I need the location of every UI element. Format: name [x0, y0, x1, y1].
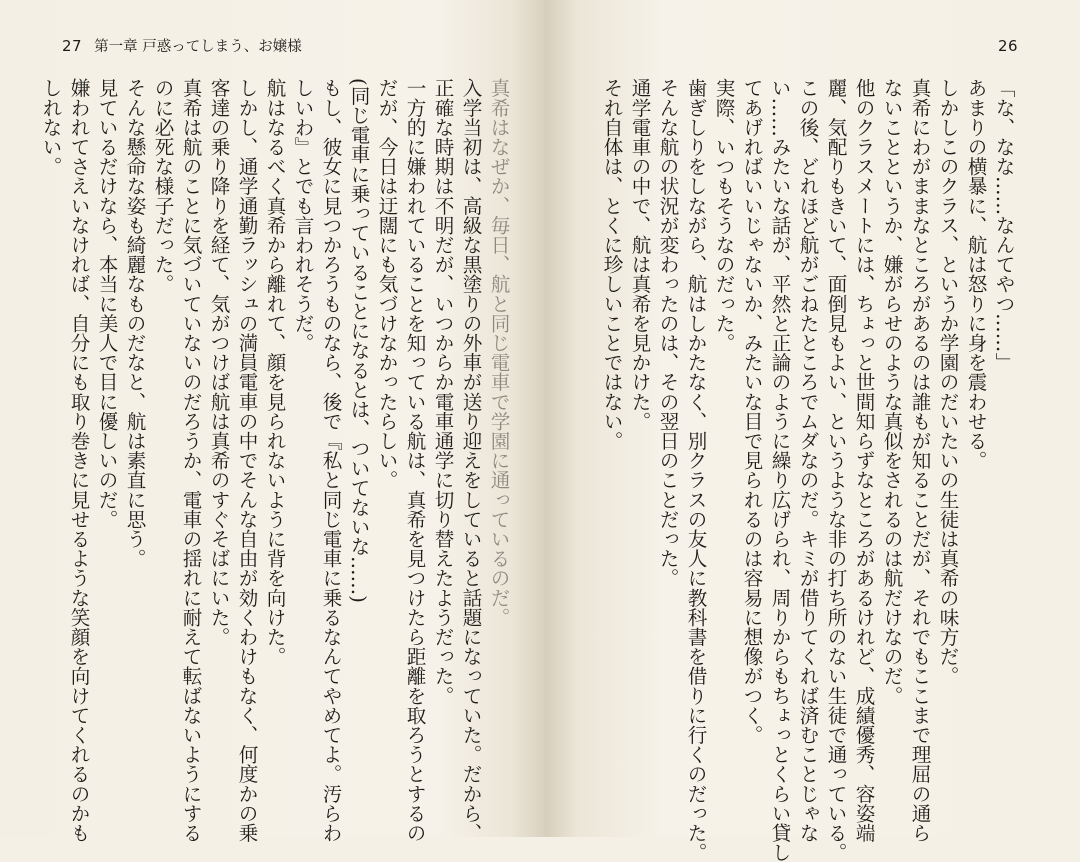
text-column: もし、彼女に見つかろうものなら、後で『私と同じ電車に乗るなんてやめてよ。汚らわ: [319, 78, 342, 843]
text-column: そんな航の状況が変わったのは、その翌日のことだった。: [656, 78, 679, 588]
left-page-number: 27: [62, 37, 83, 55]
right-page-number: 26: [998, 37, 1019, 55]
text-column: 入学当初は、高級な黒塗りの外車が送り迎えをしていると話題になっていた。だから、: [459, 78, 482, 843]
text-column: しかし、通学通勤ラッシュの満員電車の中でそんな自由が効くわけもなく、何度かの乗: [235, 78, 258, 843]
text-column: そんな懸命な姿も綺麗なものだなと、航は素直に思う。: [123, 78, 146, 568]
right-page-body: [600, 78, 1017, 862]
text-column: 麗、気配りもきいて、面倒見もよい、というような非の打ち所のない生徒で通っている。: [824, 78, 847, 862]
text-column: 通学電車の中で、航は真希を見かけた。: [628, 78, 651, 431]
text-column: ないことというか、嫌がらせのような真似をされるのは航だけなのだ。: [880, 78, 903, 706]
text-column: それ自体は、とくに珍しいことではない。: [600, 78, 623, 451]
text-column: しれない。: [39, 78, 62, 176]
text-column: のに必死な様子だった。: [151, 78, 174, 294]
text-column: 真希にわがままなところがあるのは誰もが知ることだが、それでもここまで理屈の通ら: [908, 78, 931, 843]
text-column: 一方的に嫌われていることを知っている航は、真希を見つけたら距離を取ろうとするの: [403, 78, 426, 843]
text-column: あまりの横暴に、航は怒りに身を震わせる。: [964, 78, 987, 470]
text-column: い……みたいな話が、平然と正論のように繰り広げられ、周りからもちょっとくらい貸し: [768, 78, 791, 862]
text-column: しいわ』とでも言われそうだ。: [291, 78, 314, 353]
text-column: この後、どれほど航がごねたところでムダなのだ。キミが借りてくれば済むことじゃな: [796, 78, 819, 843]
text-column: だが、今日は迂闊にも気づけなかったらしい。: [375, 78, 398, 490]
text-column: 正確な時期は不明だが、いつからか電車通学に切り替えたようだった。: [431, 78, 454, 706]
text-column: しかしこのクラス、というか学園のだいたいの生徒は真希の味方だ。: [936, 78, 959, 686]
text-column: 航はなるべく真希から離れて、顔を見られないように背を向けた。: [263, 78, 286, 666]
text-column: 歯ぎしりをしながら、航はしかたなく、別クラスの友人に教科書を借りに行くのだった。: [684, 78, 707, 862]
left-page: [0, 0, 545, 843]
text-column: 真希はなぜか、毎日、航と同じ電車で学園に通っているのだ。: [487, 78, 510, 627]
text-column: 他のクラスメートには、ちょっと世間知らずなところがあるけれど、成績優秀、容姿端: [852, 78, 875, 843]
text-column: 嫌われてさえいなければ、自分にも取り巻きに見せるような笑顔を向けてくれるのかも: [67, 78, 90, 843]
text-column: 実際、いつもそうなのだった。: [712, 78, 735, 353]
text-column: 「な、なな……なんてやつ……」: [992, 78, 1015, 372]
text-column: 真希は航のことに気づいていないのだろうか、電車の揺れに耐えて転ばないようにする: [179, 78, 202, 843]
text-column: (同じ電車に乗っていることになるとは、ついてないな……): [347, 78, 370, 603]
text-column: 客達の乗り降りを経て、気がつけば航は真希のすぐそばにいた。: [207, 78, 230, 647]
left-page-body: [39, 78, 512, 843]
right-page: [545, 0, 1080, 862]
text-column: てあげればいいじゃないか、みたいな目で見られるのは容易に想像がつく。: [740, 78, 763, 745]
text-column: 見ているだけなら、本当に美人で目に優しいのだ。: [95, 78, 118, 529]
running-title: 第一章 戸惑ってしまう、お嬢様: [94, 39, 302, 55]
left-page-header: [62, 37, 302, 56]
